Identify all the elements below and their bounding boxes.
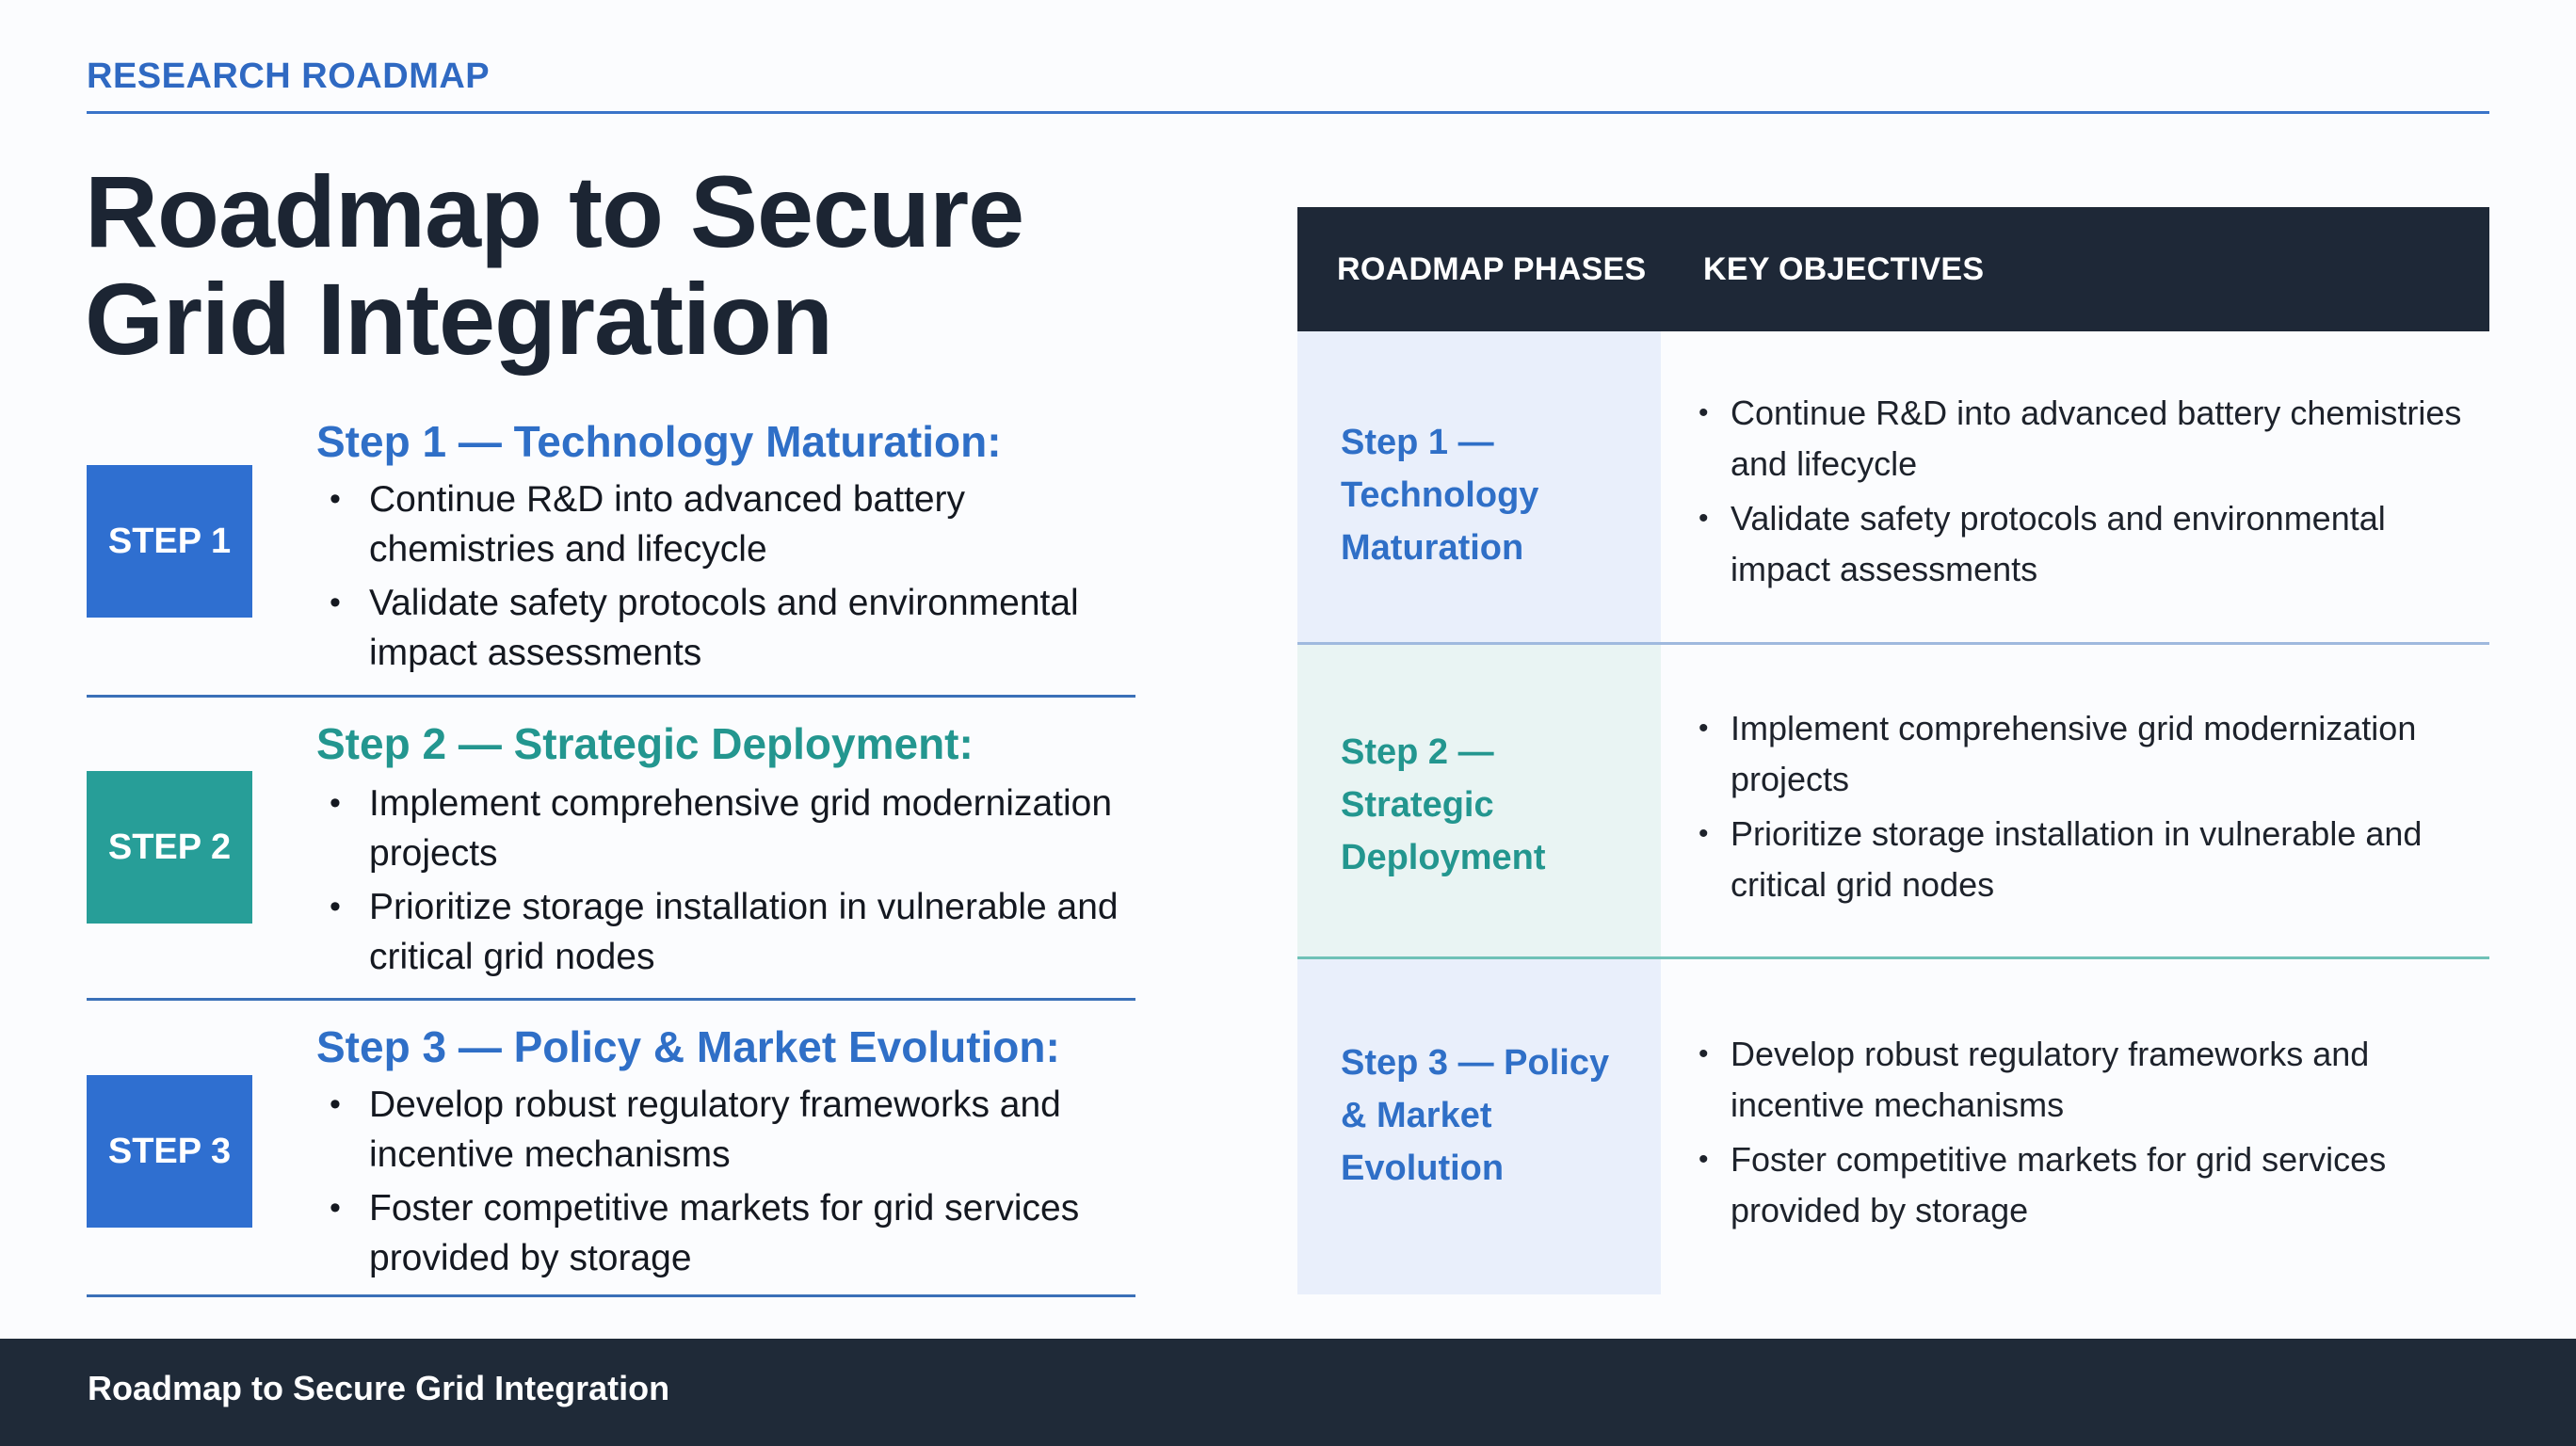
table-row	[1297, 645, 2489, 959]
objective-list	[1697, 388, 2478, 599]
step-bullet: • Develop robust regulatory frameworks and incentive mechanisms	[316, 1080, 1135, 1180]
eyebrow-label: RESEARCH ROADMAP	[87, 56, 491, 96]
step-bullets-3	[316, 1080, 1135, 1287]
objective-item: • Develop robust regulatory frameworks and incentive mechanisms	[1697, 1029, 2478, 1131]
objective-item: • Implement comprehensive grid modernization projects	[1697, 703, 2478, 805]
step-item-2	[87, 698, 1135, 1001]
table-header	[1297, 207, 2489, 331]
step-heading-2: Step 2 — Strategic Deployment:	[316, 719, 974, 768]
footer-bar	[0, 1339, 2576, 1446]
footer-title: Roadmap to Secure Grid Integration	[88, 1369, 670, 1407]
phase-cell	[1297, 645, 1661, 956]
phase-label: Step 3 — Policy & Market Evolution	[1341, 1043, 1610, 1188]
step-item-3	[87, 1001, 1135, 1297]
phase-cell	[1297, 331, 1661, 642]
phase-label: Step 1 — Technology Maturation	[1341, 423, 1539, 568]
step-bullet: • Foster competitive markets for grid services provided by storage	[316, 1183, 1135, 1283]
step-bullet: • Continue R&D into advanced battery chemistries and lifecycle	[316, 474, 1126, 574]
header-divider	[87, 111, 2489, 114]
column-header-phases: ROADMAP PHASES	[1337, 250, 1647, 287]
phase-cell	[1297, 959, 1661, 1294]
step-badge-3: STEP 3	[87, 1075, 252, 1228]
step-bullet: • Implement comprehensive grid modernization projects	[316, 779, 1126, 878]
step-badge-1: STEP 1	[87, 465, 252, 618]
roadmap-table	[1297, 207, 2489, 1294]
step-heading-3: Step 3 — Policy & Market Evolution:	[316, 1022, 1060, 1071]
objective-list	[1697, 703, 2478, 914]
step-item-1	[87, 399, 1135, 698]
table-row	[1297, 959, 2489, 1294]
objective-item: • Continue R&D into advanced battery chemistries and lifecycle	[1697, 388, 2478, 490]
column-header-objectives: KEY OBJECTIVES	[1703, 250, 1985, 287]
objective-item: • Prioritize storage installation in vulnerable and critical grid nodes	[1697, 809, 2478, 910]
table-row	[1297, 331, 2489, 645]
objective-list	[1697, 1029, 2478, 1240]
step-bullet: • Prioritize storage installation in vulnerable and critical grid nodes	[316, 882, 1126, 982]
objective-item: • Validate safety protocols and environmental impact assessments	[1697, 493, 2478, 595]
objective-item: • Foster competitive markets for grid services provided by storage	[1697, 1134, 2478, 1236]
step-bullets-2	[316, 779, 1126, 986]
page-title: Roadmap to Secure Grid Integration	[85, 154, 1024, 376]
step-heading-1: Step 1 — Technology Maturation:	[316, 417, 1002, 466]
step-bullets-1	[316, 474, 1126, 682]
step-bullet: • Validate safety protocols and environmental impact assessments	[316, 578, 1126, 678]
step-badge-2: STEP 2	[87, 771, 252, 924]
phase-label: Step 2 — Strategic Deployment	[1341, 732, 1546, 877]
